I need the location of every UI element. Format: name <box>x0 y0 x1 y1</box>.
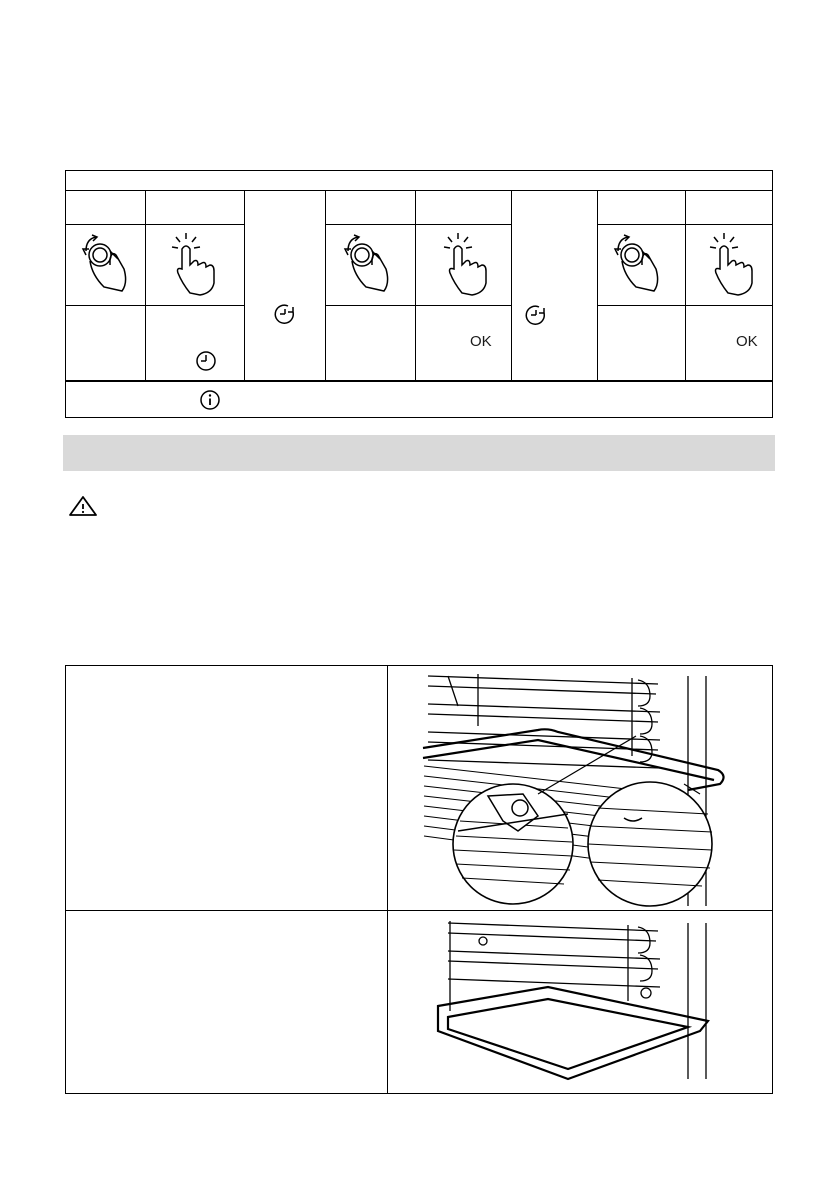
wire-shelf-drawing <box>388 666 772 910</box>
knob-turn-icon <box>336 231 396 297</box>
step-1-header <box>66 191 146 225</box>
step-7-action <box>598 306 686 381</box>
step-4-icon-cell <box>326 225 416 306</box>
step-1-action <box>66 306 146 381</box>
ok-button-label: OK <box>470 333 492 350</box>
tray-row <box>66 911 772 1093</box>
step-7-icon-cell <box>598 225 686 306</box>
step-8-icon-cell <box>686 225 772 306</box>
setting-steps-table <box>65 170 773 418</box>
accessory-installation-table <box>65 665 773 1094</box>
step-5-header <box>416 191 512 225</box>
tray-drawing <box>388 911 772 1093</box>
tray-instruction <box>66 911 388 1093</box>
knob-turn-icon <box>606 231 666 297</box>
step-2-action <box>146 306 245 381</box>
info-icon <box>199 389 221 411</box>
step-8-action <box>686 306 772 381</box>
finger-press-icon <box>166 231 226 297</box>
step-5-icon-cell <box>416 225 512 306</box>
step-6-cell <box>512 191 598 381</box>
step-7-header <box>598 191 686 225</box>
step-4-header <box>326 191 416 225</box>
step-8-header <box>686 191 772 225</box>
warning-icon <box>68 495 98 517</box>
ok-button-label: OK <box>736 333 758 350</box>
wire-shelf-instruction <box>66 666 388 910</box>
timer-icon <box>273 302 297 326</box>
step-2-icon-cell <box>146 225 245 306</box>
note-row <box>66 381 772 417</box>
step-3-cell <box>245 191 326 381</box>
wire-shelf-row <box>66 666 772 911</box>
timer-icon <box>524 303 548 327</box>
step-1-icon-cell <box>66 225 146 306</box>
wire-shelf-illustration <box>388 666 772 910</box>
clock-icon <box>194 349 218 373</box>
step-2-header <box>146 191 245 225</box>
section-header <box>63 435 775 471</box>
step-4-action <box>326 306 416 381</box>
knob-turn-icon <box>74 231 134 297</box>
step-5-action <box>416 306 512 381</box>
finger-press-icon <box>438 231 498 297</box>
tray-illustration <box>388 911 772 1093</box>
finger-press-icon <box>704 231 764 297</box>
